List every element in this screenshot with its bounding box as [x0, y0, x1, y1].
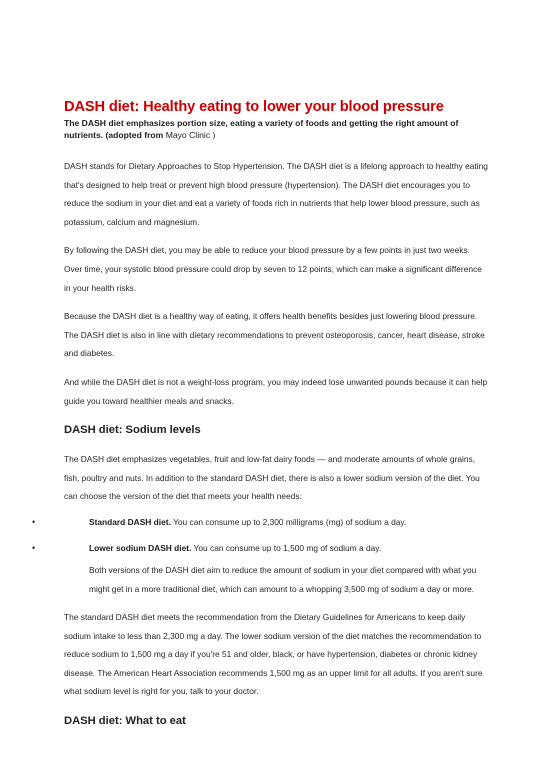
- sodium-intro-paragraph: The DASH diet emphasizes vegetables, fruit and low-fat dairy foods — and moderate amounts of whole grains, fish, poultry and nuts. In addition to the standard DASH diet, there is also a lower sodium version of the diet. You can choose the version of the diet that meets your health needs:: [64, 454, 480, 502]
- sodium-recommendation-paragraph: The standard DASH diet meets the recommendation from the Dietary Guidelines for Americans to keep daily sodium intake to less than 2,300 mg a day. The lower sodium version of the diet matches the recommendation to reduce sodium to 1,500 mg a day if you're 51 and older, black, or have hypertension, diabetes or chronic kidney disease. The American Heart Association recommends 1,500 mg as an upper limit for all adults. If you aren't sure what sodium level is right for you, talk to your doctor.: [64, 612, 483, 697]
- sodium-section-heading: DASH diet: Sodium levels: [64, 424, 201, 437]
- list-item: [32, 542, 490, 554]
- intro-paragraph-1: DASH stands for Dietary Approaches to Stop Hypertension. The DASH diet is a lifelong approach to healthy eating that's designed to help treat or prevent high blood pressure (hypertension). The DASH diet encourages you to reduce the sodium in your diet and eat a variety of foods rich in nutrients that help lower blood pressure, such as potassium, calcium and magnesium.: [64, 161, 488, 227]
- intro-paragraph-3: Because the DASH diet is a healthy way of eating, it offers health benefits besides just lowering blood pressure. The DASH diet is also in line with dietary recommendations to prevent osteoporosis, cancer, heart disease, stroke and diabetes.: [64, 311, 485, 359]
- subtitle-source: Mayo Clinic ): [163, 129, 216, 140]
- subtitle-text: The DASH diet emphasizes portion size, eating a variety of foods and getting the right amount of nutrients. (adopted from: [64, 118, 459, 140]
- document-subtitle: [64, 118, 490, 141]
- intro-paragraph-2: By following the DASH diet, you may be able to reduce your blood pressure by a few points in just two weeks. Over time, your systolic blood pressure could drop by seven to 12 points, which can make a significant difference in your health risks.: [64, 245, 482, 293]
- sodium-version-list: [32, 516, 490, 554]
- list-item: [32, 516, 490, 528]
- list-item-term: Lower sodium DASH diet.: [89, 542, 192, 553]
- bullet-icon: •: [32, 516, 36, 527]
- sodium-comparison-paragraph: Both versions of the DASH diet aim to reduce the amount of sodium in your diet compared with what you might get in a more traditional diet, which can amount to a whopping 3,500 mg of sodium a day or more.: [89, 564, 477, 594]
- bullet-icon: •: [32, 542, 36, 553]
- list-item-term: Standard DASH diet.: [89, 516, 171, 527]
- document-title: DASH diet: Healthy eating to lower your blood pressure: [64, 99, 444, 115]
- intro-paragraph-4: And while the DASH diet is not a weight-loss program, you may indeed lose unwanted pounds because it can help guide you toward healthier meals and snacks.: [64, 376, 488, 406]
- list-item-text: You can consume up to 1,500 mg of sodium a day.: [191, 542, 382, 553]
- what-to-eat-heading: DASH diet: What to eat: [64, 715, 186, 728]
- list-item-text: You can consume up to 2,300 milligrams (mg) of sodium a day.: [170, 516, 407, 527]
